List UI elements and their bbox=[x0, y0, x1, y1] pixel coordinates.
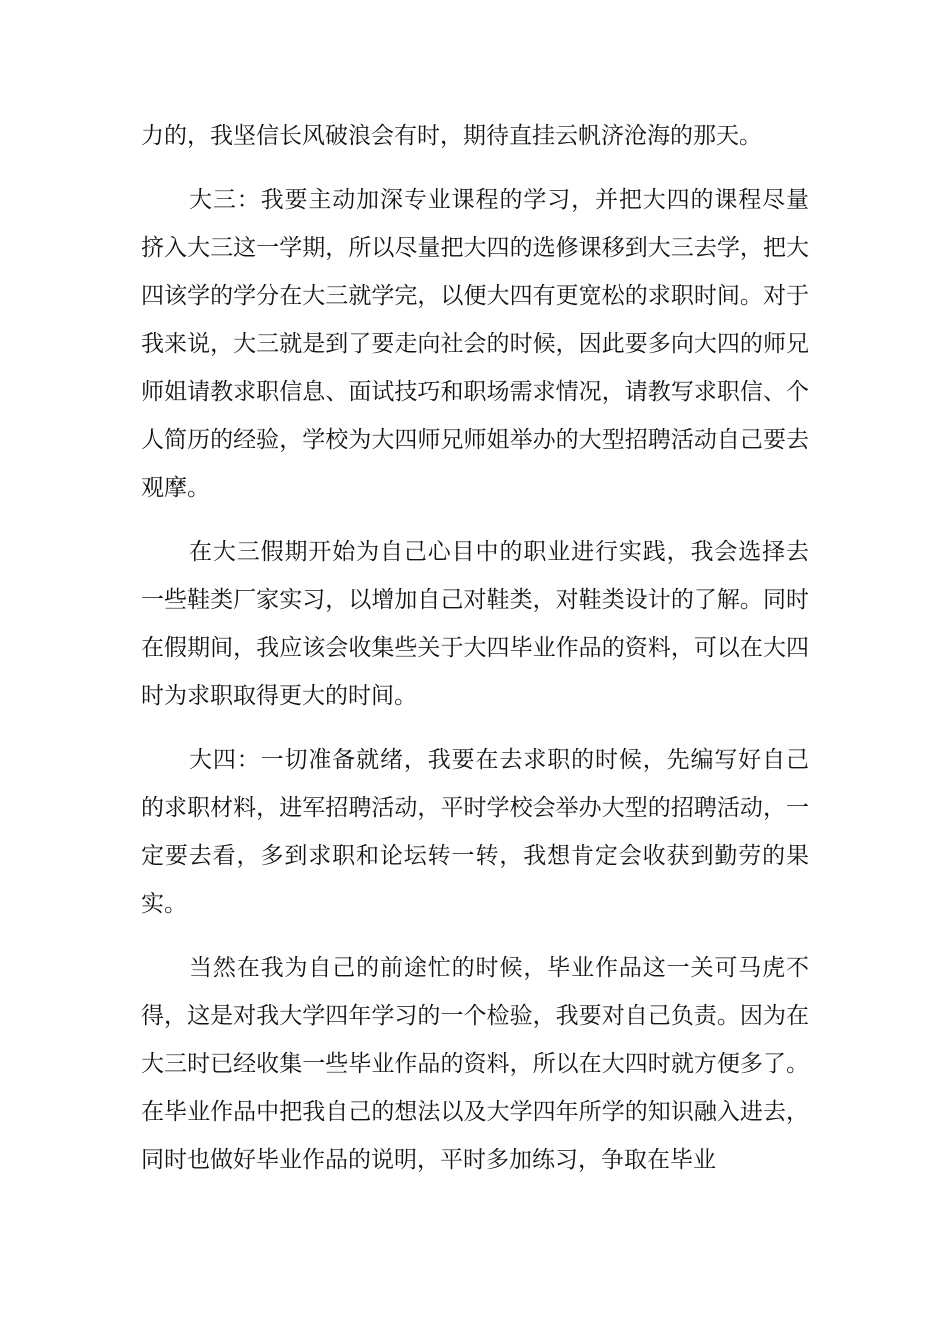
paragraph-senior-year-plan: 大四：一切准备就绪，我要在去求职的时候，先编写好自己的求职材料，进军招聘活动，平时学校会举办大型的招聘活动，一定要去看，多到求职和论坛转一转，我想肯定会收获到勤劳的果实。 bbox=[141, 747, 809, 917]
paragraph-graduation-work: 当然在我为自己的前途忙的时候，毕业作品这一关可马虎不得，这是对我大学四年学习的一个检验，我要对自己负责。因为在大三时已经收集一些毕业作品的资料，所以在大四时就方便多了。在毕业作品中把我自己的想法以及大学四年所学的知识融入进去，同时也做好毕业作品的说明，平时多加练习，争取在毕业 bbox=[141, 955, 809, 1173]
document-body bbox=[141, 112, 809, 1184]
paragraph-junior-vacation-practice: 在大三假期开始为自己心目中的职业进行实践，我会选择去一些鞋类厂家实习，以增加自己对鞋类，对鞋类设计的了解。同时在假期间，我应该会收集些关于大四毕业作品的资料，可以在大四时为求职取得更大的时间。 bbox=[141, 539, 809, 709]
paragraph-continuation: 力的，我坚信长风破浪会有时，期待直挂云帆济沧海的那天。 bbox=[141, 123, 762, 149]
paragraph-junior-year-plan: 大三：我要主动加深专业课程的学习，并把大四的课程尽量挤入大三这一学期，所以尽量把大四的选修课移到大三去学，把大四该学的学分在大三就学完，以便大四有更宽松的求职时间。对于我来说，大三就是到了要走向社会的时候，因此要多向大四的师兄师姐请教求职信息、面试技巧和职场需求情况，请教写求职信、个人简历的经验，学校为大四师兄师姐举办的大型招聘活动自己要去观摩。 bbox=[141, 187, 809, 501]
